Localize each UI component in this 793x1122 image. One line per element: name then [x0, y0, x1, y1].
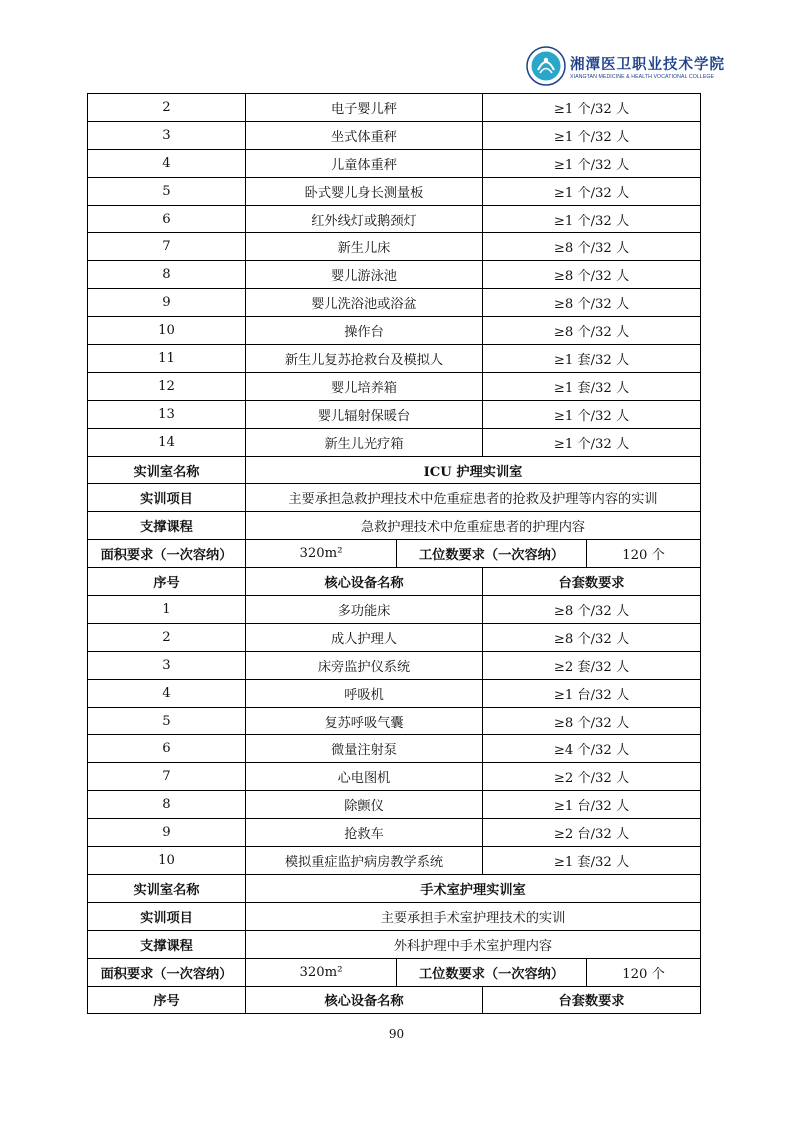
row-number: 13 [88, 400, 246, 428]
table-row [88, 735, 701, 763]
equipment-name: 卧式婴儿身长测量板 [246, 177, 483, 205]
row-number: 14 [88, 428, 246, 456]
room-name-label: 实训室名称 [88, 874, 246, 902]
workstation-req-label: 工位数要求（一次容纳） [397, 540, 587, 568]
row-number: 11 [88, 345, 246, 373]
row-number: 2 [88, 623, 246, 651]
set-requirement: ≥1 台/32 人 [483, 679, 701, 707]
equipment-name: 操作台 [246, 317, 483, 345]
row-number: 2 [88, 94, 246, 122]
set-req-header: 台套数要求 [483, 568, 701, 596]
equipment-name: 婴儿辐射保暖台 [246, 400, 483, 428]
equipment-list-1 [88, 94, 701, 457]
set-requirement: ≥8 个/32 人 [483, 261, 701, 289]
equipment-name: 心电图机 [246, 763, 483, 791]
or-training-items: 主要承担手术室护理技术的实训 [246, 902, 701, 930]
table-row [88, 902, 701, 930]
row-number: 3 [88, 651, 246, 679]
equipment-name: 呼吸机 [246, 679, 483, 707]
equipment-name: 床旁监护仪系统 [246, 651, 483, 679]
equipment-name: 儿童体重秤 [246, 149, 483, 177]
equipment-name: 电子婴儿秤 [246, 94, 483, 122]
equipment-name: 抢救车 [246, 819, 483, 847]
table-row [88, 484, 701, 512]
training-room-table [87, 93, 701, 1014]
icu-workstations: 120 个 [587, 540, 701, 568]
set-requirement: ≥1 套/32 人 [483, 372, 701, 400]
equipment-name: 坐式体重秤 [246, 121, 483, 149]
icu-room-section [88, 456, 701, 595]
row-number: 12 [88, 372, 246, 400]
or-room-name: 手术室护理实训室 [246, 874, 701, 902]
college-name-en: XIANGTAN MEDICINE & HEALTH VOCATIONAL COLLEGE [570, 74, 715, 80]
supporting-courses-label: 支撑课程 [88, 512, 246, 540]
table-row [88, 707, 701, 735]
table-row [88, 345, 701, 373]
table-row [88, 958, 701, 986]
set-requirement: ≥1 套/32 人 [483, 345, 701, 373]
table-row [88, 400, 701, 428]
row-number: 4 [88, 679, 246, 707]
row-number: 1 [88, 596, 246, 624]
set-requirement: ≥8 个/32 人 [483, 707, 701, 735]
set-requirement: ≥1 个/32 人 [483, 177, 701, 205]
training-items-label: 实训项目 [88, 484, 246, 512]
row-number: 4 [88, 149, 246, 177]
table-row [88, 874, 701, 902]
table-row [88, 317, 701, 345]
equipment-name: 新生儿复苏抢救台及模拟人 [246, 345, 483, 373]
set-requirement: ≥1 个/32 人 [483, 400, 701, 428]
set-requirement: ≥4 个/32 人 [483, 735, 701, 763]
page-number: 90 [388, 1027, 405, 1041]
room-name-label: 实训室名称 [88, 456, 246, 484]
table-header-row [88, 568, 701, 596]
table-row [88, 372, 701, 400]
table-row [88, 233, 701, 261]
equipment-name: 新生儿光疗箱 [246, 428, 483, 456]
supporting-courses-label: 支撑课程 [88, 930, 246, 958]
set-requirement: ≥2 台/32 人 [483, 819, 701, 847]
row-number: 6 [88, 735, 246, 763]
set-requirement: ≥8 个/32 人 [483, 233, 701, 261]
table-row [88, 791, 701, 819]
seq-header: 序号 [88, 986, 246, 1014]
equipment-name: 多功能床 [246, 596, 483, 624]
row-number: 9 [88, 289, 246, 317]
area-req-label: 面积要求（一次容纳） [88, 540, 246, 568]
table-row [88, 623, 701, 651]
set-requirement: ≥1 个/32 人 [483, 428, 701, 456]
table-row [88, 205, 701, 233]
table-row [88, 763, 701, 791]
row-number: 3 [88, 121, 246, 149]
icu-supporting-courses: 急救护理技术中危重症患者的护理内容 [246, 512, 701, 540]
equipment-name: 复苏呼吸气囊 [246, 707, 483, 735]
row-number: 10 [88, 317, 246, 345]
set-requirement: ≥1 个/32 人 [483, 94, 701, 122]
table-row [88, 94, 701, 122]
training-items-label: 实训项目 [88, 902, 246, 930]
set-requirement: ≥8 个/32 人 [483, 317, 701, 345]
icu-room-name: ICU 护理实训室 [246, 456, 701, 484]
table-row [88, 289, 701, 317]
set-requirement: ≥1 台/32 人 [483, 791, 701, 819]
set-requirement: ≥2 套/32 人 [483, 651, 701, 679]
college-name: 湘潭医卫职业技术学院 [570, 56, 725, 73]
table-header-row [88, 986, 701, 1014]
row-number: 8 [88, 261, 246, 289]
core-equipment-header: 核心设备名称 [246, 986, 483, 1014]
row-number: 9 [88, 819, 246, 847]
equipment-name: 婴儿培养箱 [246, 372, 483, 400]
set-requirement: ≥8 个/32 人 [483, 623, 701, 651]
set-requirement: ≥1 个/32 人 [483, 149, 701, 177]
set-requirement: ≥1 套/32 人 [483, 847, 701, 875]
table-row [88, 819, 701, 847]
table-row [88, 121, 701, 149]
row-number: 8 [88, 791, 246, 819]
set-requirement: ≥8 个/32 人 [483, 289, 701, 317]
icu-training-items: 主要承担急救护理技术中危重症患者的抢救及护理等内容的实训 [246, 484, 701, 512]
equipment-name: 婴儿洗浴池或浴盆 [246, 289, 483, 317]
workstation-req-label: 工位数要求（一次容纳） [397, 958, 587, 986]
or-area: 320m² [246, 958, 397, 986]
table-row [88, 149, 701, 177]
equipment-name: 除颤仪 [246, 791, 483, 819]
table-row [88, 177, 701, 205]
equipment-name: 新生儿床 [246, 233, 483, 261]
equipment-list-2 [88, 596, 701, 875]
table-row [88, 456, 701, 484]
set-requirement: ≥8 个/32 人 [483, 596, 701, 624]
row-number: 7 [88, 233, 246, 261]
or-workstations: 120 个 [587, 958, 701, 986]
set-req-header: 台套数要求 [483, 986, 701, 1014]
or-room-section [88, 874, 701, 1013]
set-requirement: ≥2 个/32 人 [483, 763, 701, 791]
set-requirement: ≥1 个/32 人 [483, 121, 701, 149]
equipment-name: 婴儿游泳池 [246, 261, 483, 289]
icu-area: 320m² [246, 540, 397, 568]
table-row [88, 930, 701, 958]
equipment-name: 成人护理人 [246, 623, 483, 651]
or-supporting-courses: 外科护理中手术室护理内容 [246, 930, 701, 958]
row-number: 7 [88, 763, 246, 791]
college-emblem-icon [526, 46, 566, 86]
table-row [88, 512, 701, 540]
core-equipment-header: 核心设备名称 [246, 568, 483, 596]
table-row [88, 261, 701, 289]
table-row [88, 428, 701, 456]
row-number: 5 [88, 177, 246, 205]
equipment-name: 红外线灯或鹅颈灯 [246, 205, 483, 233]
row-number: 10 [88, 847, 246, 875]
row-number: 6 [88, 205, 246, 233]
college-logo [526, 46, 725, 90]
table-row [88, 679, 701, 707]
equipment-name: 模拟重症监护病房教学系统 [246, 847, 483, 875]
table-row [88, 847, 701, 875]
table-row [88, 596, 701, 624]
seq-header: 序号 [88, 568, 246, 596]
row-number: 5 [88, 707, 246, 735]
area-req-label: 面积要求（一次容纳） [88, 958, 246, 986]
set-requirement: ≥1 个/32 人 [483, 205, 701, 233]
equipment-name: 微量注射泵 [246, 735, 483, 763]
table-row [88, 651, 701, 679]
table-row [88, 540, 701, 568]
